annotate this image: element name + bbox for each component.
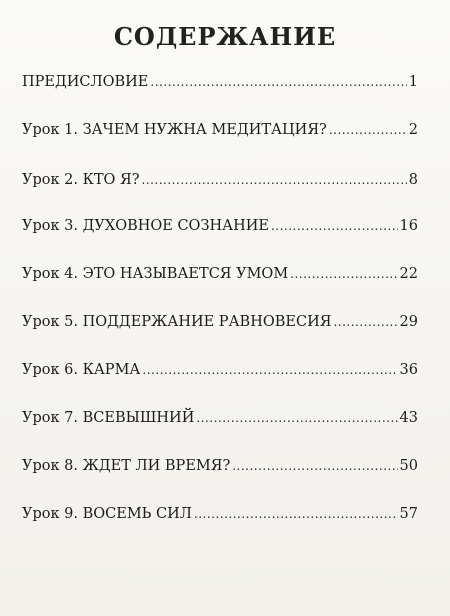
toc-leader-dots	[333, 314, 397, 330]
toc-entry-page: 8	[408, 172, 418, 188]
toc-entry-label: ПРЕДИСЛОВИЕ	[22, 74, 149, 90]
toc-entry-label: Урок 3. ДУХОВНОЕ СОЗНАНИЕ	[22, 218, 269, 234]
toc-entry-label: Урок 2. КТО Я?	[22, 172, 140, 188]
toc-entry-label: Урок 4. ЭТО НАЗЫВАЕТСЯ УМОМ	[22, 266, 289, 282]
toc-entry	[22, 506, 418, 530]
toc-entry-page: 22	[399, 266, 418, 282]
toc-leader-dots	[232, 458, 397, 474]
toc-entry-page: 36	[399, 362, 418, 378]
toc-leader-dots	[142, 362, 397, 378]
toc-entry-label: Урок 8. ЖДЕТ ЛИ ВРЕМЯ?	[22, 458, 231, 474]
toc-entry-label: Урок 7. ВСЕВЫШНИЙ	[22, 410, 195, 426]
toc-entry-page: 50	[399, 458, 418, 474]
toc-leader-dots	[290, 266, 397, 282]
toc-entry-label: Урок 6. КАРМА	[22, 362, 141, 378]
toc-leader-dots	[194, 506, 398, 522]
toc-leader-dots	[271, 218, 398, 234]
toc-entry-page: 29	[399, 314, 418, 330]
toc-leader-dots	[141, 172, 406, 188]
toc-entry-page: 1	[408, 74, 418, 90]
toc-entry	[22, 218, 418, 242]
toc-entry-label: Урок 9. ВОСЕМЬ СИЛ	[22, 506, 192, 522]
toc-leader-dots	[150, 74, 406, 90]
toc-leader-dots	[196, 410, 397, 426]
toc-entry	[22, 266, 418, 290]
toc-entry	[22, 172, 418, 196]
toc-leader-dots	[329, 122, 407, 138]
page-title: СОДЕРЖАНИЕ	[113, 22, 337, 51]
toc-entry	[22, 362, 418, 386]
toc-entry-page: 16	[399, 218, 418, 234]
toc-entry	[22, 314, 418, 338]
toc-entry	[22, 74, 418, 98]
toc-entry-page: 57	[399, 506, 418, 522]
toc-entry	[22, 122, 418, 146]
toc-entry	[22, 410, 418, 434]
toc-entry-label: Урок 5. ПОДДЕРЖАНИЕ РАВНОВЕСИЯ	[22, 314, 332, 330]
toc-entry	[22, 458, 418, 482]
toc-entry-page: 43	[399, 410, 418, 426]
toc-entry-page: 2	[408, 122, 418, 138]
toc-entry-label: Урок 1. ЗАЧЕМ НУЖНА МЕДИТАЦИЯ?	[22, 122, 327, 138]
